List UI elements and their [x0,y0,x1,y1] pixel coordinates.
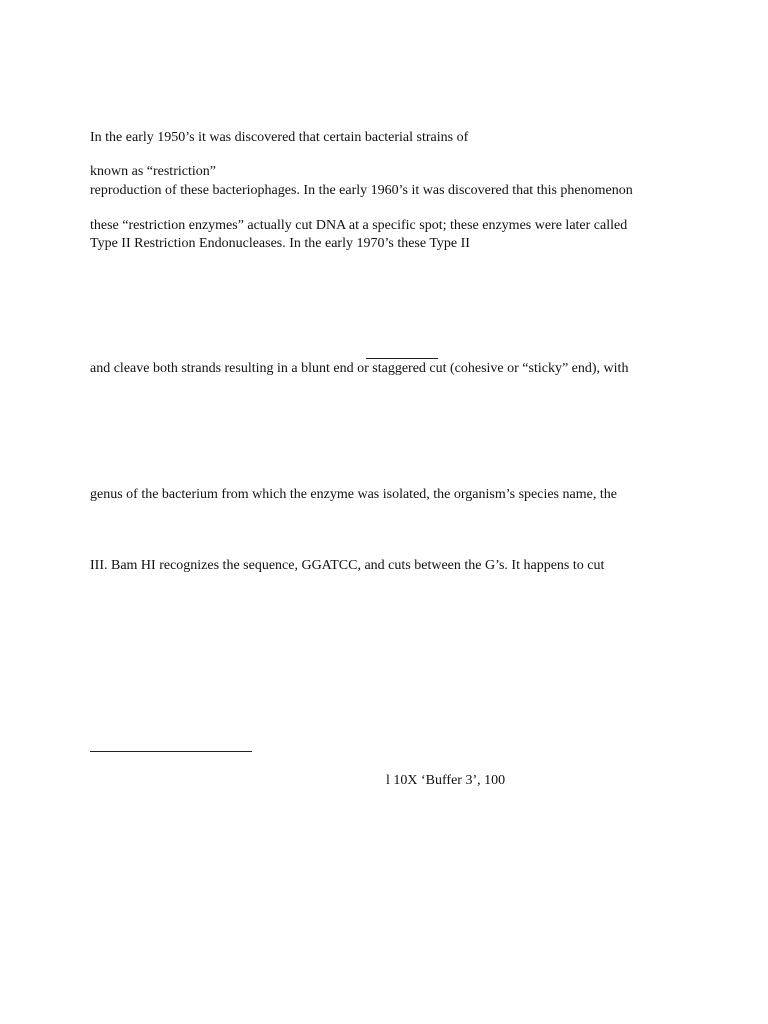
paragraph-line: known as “restriction” [90,164,216,179]
footnote-separator [90,751,252,752]
paragraph-line: reproduction of these bacteriophages. In the early 1960’s it was discovered that this phenomenon [90,183,633,198]
paragraph-line: genus of the bacterium from which the enzyme was isolated, the organism’s species name, the [90,487,617,502]
underline-rule [366,358,438,359]
paragraph-line: Type II Restriction Endonucleases. In the early 1970’s these Type II [90,236,470,251]
paragraph-line: III. Bam HI recognizes the sequence, GGATCC, and cuts between the G’s. It happens to cut [90,558,605,573]
paragraph-line: these “restriction enzymes” actually cut DNA at a specific spot; these enzymes were later called [90,218,628,233]
buffer-line: l 10X ‘Buffer 3’, 100 [386,773,506,788]
paragraph-line: and cleave both strands resulting in a blunt end or staggered cut (cohesive or “sticky” end), with [90,361,629,376]
paragraph-line: In the early 1950’s it was discovered that certain bacterial strains of [90,130,469,145]
